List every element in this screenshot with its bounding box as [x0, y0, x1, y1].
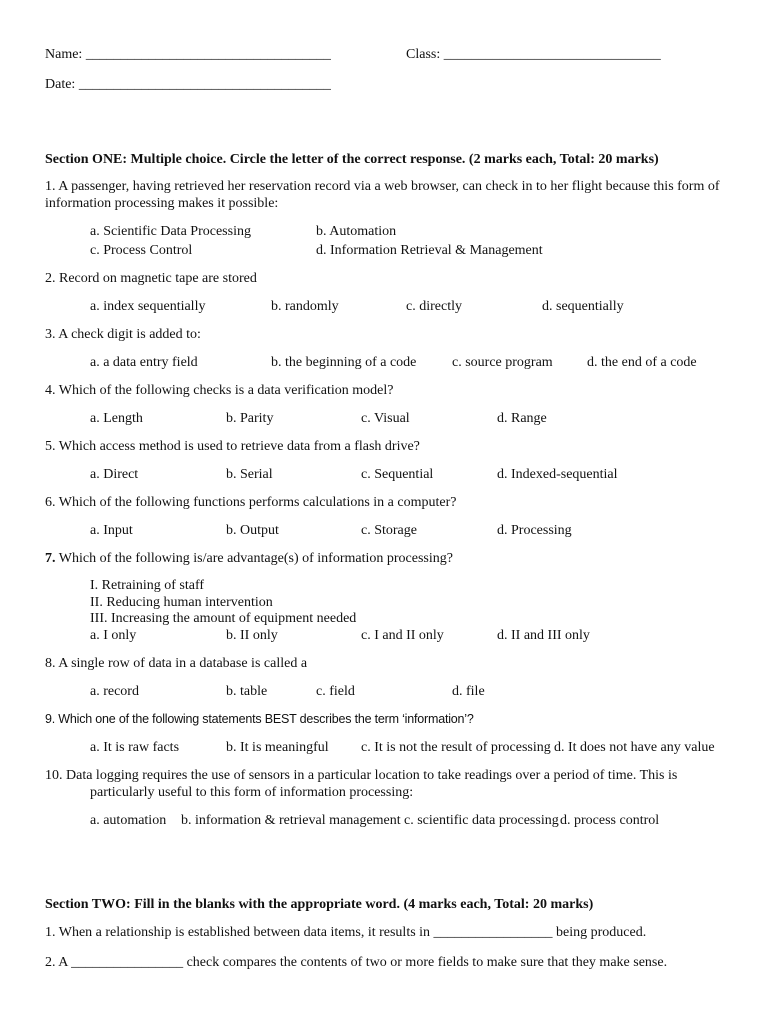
- question-1-option-b[interactable]: b. Automation: [316, 224, 397, 239]
- date-field-line[interactable]: Date: ____________________________________: [45, 77, 331, 92]
- question-5-option-b[interactable]: b. Serial: [226, 467, 273, 482]
- question-3-stem: 3. A check digit is added to:: [45, 327, 201, 342]
- question-3-option-b[interactable]: b. the beginning of a code: [271, 355, 417, 370]
- question-7-statement-i: I. Retraining of staff: [90, 578, 205, 593]
- question-2-option-d[interactable]: d. sequentially: [542, 299, 624, 314]
- question-2-stem: 2. Record on magnetic tape are stored: [45, 271, 257, 286]
- question-6-option-d[interactable]: d. Processing: [497, 523, 572, 538]
- section-two-question-2[interactable]: 2. A ________________ check compares the contents of two or more fields to make sure that they make sense.: [45, 955, 668, 970]
- question-10-stem-line-2: particularly useful to this form of information processing:: [90, 785, 414, 800]
- question-9-option-d[interactable]: d. It does not have any value: [554, 740, 715, 755]
- class-field-line[interactable]: Class: _______________________________: [406, 47, 661, 62]
- question-1-option-a[interactable]: a. Scientific Data Processing: [90, 224, 251, 239]
- section-two-heading-marks: . (4 marks each, Total: 20 marks): [396, 897, 594, 912]
- question-10-stem-line-1: 10. Data logging requires the use of sensors in a particular location to take readings over a period of time. This is: [45, 768, 678, 783]
- question-5-option-d[interactable]: d. Indexed-sequential: [497, 467, 618, 482]
- question-5-stem: 5. Which access method is used to retrieve data from a flash drive?: [45, 439, 420, 454]
- name-field-line[interactable]: Name: ___________________________________: [45, 47, 331, 62]
- question-4-option-a[interactable]: a. Length: [90, 411, 143, 426]
- question-8-option-d[interactable]: d. file: [452, 684, 485, 699]
- question-7-statement-iii: III. Increasing the amount of equipment needed: [90, 611, 357, 626]
- question-1-option-c[interactable]: c. Process Control: [90, 243, 193, 258]
- question-4-option-c[interactable]: c. Visual: [361, 411, 410, 426]
- question-10-option-a[interactable]: a. automation: [90, 813, 167, 828]
- question-8-option-a[interactable]: a. record: [90, 684, 139, 699]
- question-9-option-a[interactable]: a. It is raw facts: [90, 740, 180, 755]
- question-7-statement-ii: II. Reducing human intervention: [90, 595, 273, 610]
- question-7-stem: [45, 550, 453, 567]
- section-one-heading: Section ONE: Multiple choice. Circle the letter of the correct response. (2 marks each, Total: 20 marks): [45, 152, 659, 167]
- question-7-option-d[interactable]: d. II and III only: [497, 628, 590, 643]
- section-two-heading-main: Section TWO: Fill in the blanks with the appropriate word: [45, 897, 397, 912]
- question-5-option-a[interactable]: a. Direct: [90, 467, 139, 482]
- question-8-option-b[interactable]: b. table: [226, 684, 268, 699]
- question-8-option-c[interactable]: c. field: [316, 684, 355, 699]
- question-1-stem-line-1: 1. A passenger, having retrieved her reservation record via a web browser, can check in to her flight because this form of: [45, 179, 720, 194]
- question-6-option-a[interactable]: a. Input: [90, 523, 133, 538]
- question-4-option-d[interactable]: d. Range: [497, 411, 547, 426]
- section-two-heading: [45, 896, 593, 913]
- question-9-option-c[interactable]: c. It is not the result of processing: [361, 740, 551, 755]
- question-1-stem-line-2: information processing makes it possible:: [45, 196, 279, 211]
- question-7-stem-text: Which of the following is/are advantage(s) of information processing?: [55, 551, 453, 566]
- question-1-option-d[interactable]: d. Information Retrieval & Management: [316, 243, 543, 258]
- question-7-option-c[interactable]: c. I and II only: [361, 628, 444, 643]
- question-10-option-d[interactable]: d. process control: [560, 813, 660, 828]
- question-3-option-c[interactable]: c. source program: [452, 355, 553, 370]
- question-3-option-a[interactable]: a. a data entry field: [90, 355, 198, 370]
- section-two-question-1[interactable]: 1. When a relationship is established between data items, it results in _________________ being produced.: [45, 925, 647, 940]
- question-8-stem: 8. A single row of data in a database is called a: [45, 656, 308, 671]
- question-2-option-a[interactable]: a. index sequentially: [90, 299, 206, 314]
- question-3-option-d[interactable]: d. the end of a code: [587, 355, 697, 370]
- question-7-option-b[interactable]: b. II only: [226, 628, 278, 643]
- question-6-stem: 6. Which of the following functions performs calculations in a computer?: [45, 495, 457, 510]
- question-9-stem: 9. Which one of the following statements BEST describes the term ‘information’?: [45, 712, 474, 726]
- question-5-option-c[interactable]: c. Sequential: [361, 467, 434, 482]
- question-2-option-b[interactable]: b. randomly: [271, 299, 339, 314]
- question-10-option-b[interactable]: b. information & retrieval management: [181, 813, 401, 828]
- question-9-option-b[interactable]: b. It is meaningful: [226, 740, 329, 755]
- question-2-option-c[interactable]: c. directly: [406, 299, 462, 314]
- question-6-option-c[interactable]: c. Storage: [361, 523, 417, 538]
- question-7-option-a[interactable]: a. I only: [90, 628, 137, 643]
- question-10-option-c[interactable]: c. scientific data processing: [404, 813, 559, 828]
- question-4-option-b[interactable]: b. Parity: [226, 411, 274, 426]
- question-7-number: 7.: [45, 551, 56, 566]
- question-6-option-b[interactable]: b. Output: [226, 523, 279, 538]
- question-4-stem: 4. Which of the following checks is a data verification model?: [45, 383, 394, 398]
